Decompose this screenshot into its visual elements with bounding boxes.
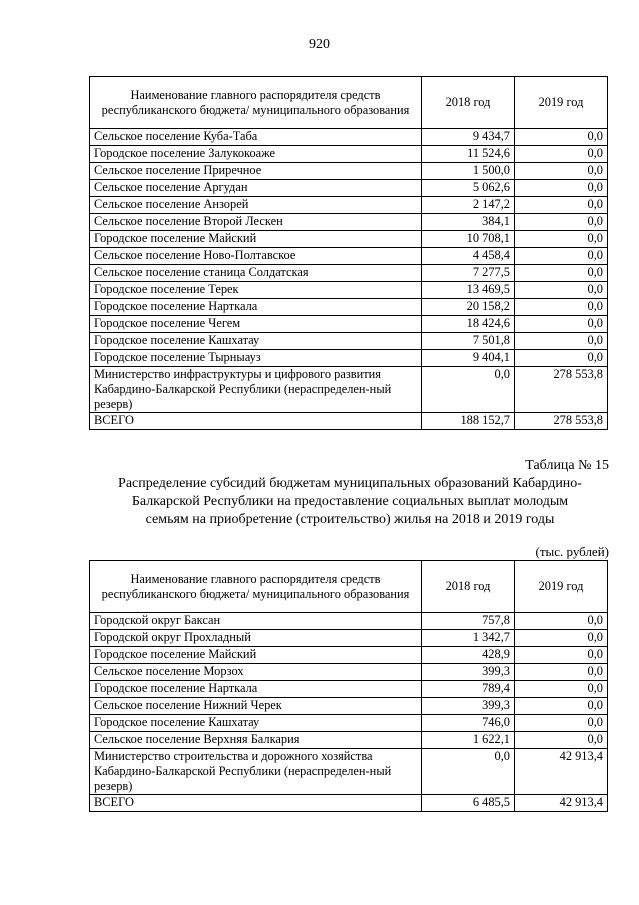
- cell-2018: 2 147,2: [422, 197, 515, 214]
- table-row: [90, 214, 608, 231]
- table-row: [90, 698, 608, 715]
- cell-2018: 757,8: [422, 613, 515, 630]
- table-number-label: Таблица № 15: [525, 458, 609, 473]
- cell-2018: 1 500,0: [422, 163, 515, 180]
- table-row: [90, 630, 608, 647]
- cell-2018: 746,0: [422, 715, 515, 732]
- table-row: [90, 681, 608, 698]
- subsidy-table-1: [89, 76, 608, 430]
- cell-name: ВСЕГО: [90, 413, 422, 430]
- cell-2019: 0,0: [515, 248, 608, 265]
- cell-name: Городское поселение Тырныауз: [90, 350, 422, 367]
- cell-name: Сельское поселение станица Солдатская: [90, 265, 422, 282]
- cell-2019: 0,0: [515, 282, 608, 299]
- table-row: [90, 146, 608, 163]
- table-row: [90, 129, 608, 146]
- table-row: [90, 647, 608, 664]
- table-row: [90, 367, 608, 413]
- table-row: [90, 613, 608, 630]
- cell-2019: 42 913,4: [515, 749, 608, 795]
- cell-2019: 0,0: [515, 715, 608, 732]
- cell-2019: 0,0: [515, 350, 608, 367]
- cell-2019: 278 553,8: [515, 367, 608, 413]
- column-header-2019: 2019 год: [515, 77, 608, 129]
- cell-name: Сельское поселение Анзорей: [90, 197, 422, 214]
- cell-name: Сельское поселение Ново-Полтавское: [90, 248, 422, 265]
- column-header-2018: 2018 год: [422, 77, 515, 129]
- cell-name: Министерство инфраструктуры и цифрового развития Кабардино-Балкарской Республики (нераспределен-ный резерв): [90, 367, 422, 413]
- cell-name: Городское поселение Майский: [90, 231, 422, 248]
- cell-name: Городское поселение Нарткала: [90, 299, 422, 316]
- units-label: (тыс. рублей): [535, 544, 609, 559]
- cell-name: Сельское поселение Приречное: [90, 163, 422, 180]
- table-row: [90, 749, 608, 795]
- cell-2018: 9 434,7: [422, 129, 515, 146]
- cell-name: Сельское поселение Куба-Таба: [90, 129, 422, 146]
- cell-2018: 13 469,5: [422, 282, 515, 299]
- cell-2019: 42 913,4: [515, 795, 608, 812]
- cell-2019: 0,0: [515, 613, 608, 630]
- cell-2018: 7 277,5: [422, 265, 515, 282]
- table-row: [90, 197, 608, 214]
- cell-name: Сельское поселение Морзох: [90, 664, 422, 681]
- cell-name: Сельское поселение Верхняя Балкария: [90, 732, 422, 749]
- cell-2018: 11 524,6: [422, 146, 515, 163]
- cell-2018: 188 152,7: [422, 413, 515, 430]
- cell-2018: 0,0: [422, 367, 515, 413]
- cell-2019: 0,0: [515, 180, 608, 197]
- cell-2018: 789,4: [422, 681, 515, 698]
- cell-2019: 0,0: [515, 647, 608, 664]
- cell-name: Городское поселение Терек: [90, 282, 422, 299]
- cell-2019: 0,0: [515, 146, 608, 163]
- cell-2019: 0,0: [515, 231, 608, 248]
- table-row: [90, 732, 608, 749]
- cell-2019: 0,0: [515, 316, 608, 333]
- cell-name: Городское поселение Майский: [90, 647, 422, 664]
- cell-2019: 0,0: [515, 664, 608, 681]
- table-caption: Распределение субсидий бюджетам муниципальных образований Кабардино-Балкарской Республики на предоставление социальных выплат молодым семьям на приобретение (строительство) жилья на 2018 и 2019 годы: [118, 476, 582, 527]
- cell-name: Министерство строительства и дорожного хозяйства Кабардино-Балкарской Республики (нераспределен-ный резерв): [90, 749, 422, 795]
- cell-2019: 0,0: [515, 265, 608, 282]
- cell-2019: 0,0: [515, 333, 608, 350]
- cell-2018: 384,1: [422, 214, 515, 231]
- cell-2019: 0,0: [515, 129, 608, 146]
- cell-2018: 399,3: [422, 698, 515, 715]
- table-row: [90, 350, 608, 367]
- cell-name: Сельское поселение Аргудан: [90, 180, 422, 197]
- cell-2019: 0,0: [515, 681, 608, 698]
- column-header-name: Наименование главного распорядителя средств республиканского бюджета/ муниципального образования: [90, 561, 422, 613]
- cell-name: Городское поселение Кашхатау: [90, 333, 422, 350]
- cell-2018: 399,3: [422, 664, 515, 681]
- table-row: [90, 316, 608, 333]
- table-row: [90, 795, 608, 812]
- cell-2019: 0,0: [515, 299, 608, 316]
- table-row: [90, 299, 608, 316]
- cell-2018: 1 342,7: [422, 630, 515, 647]
- cell-2018: 9 404,1: [422, 350, 515, 367]
- cell-name: Городское поселение Кашхатау: [90, 715, 422, 732]
- cell-name: Городское поселение Нарткала: [90, 681, 422, 698]
- subsidy-table-2: [89, 560, 608, 812]
- table-2-body: [90, 613, 608, 812]
- cell-2018: 0,0: [422, 749, 515, 795]
- cell-name: Городской округ Баксан: [90, 613, 422, 630]
- cell-2019: 0,0: [515, 197, 608, 214]
- cell-2018: 18 424,6: [422, 316, 515, 333]
- column-header-name: Наименование главного распорядителя средств республиканского бюджета/ муниципального образования: [90, 77, 422, 129]
- cell-name: ВСЕГО: [90, 795, 422, 812]
- cell-name: Сельское поселение Второй Лескен: [90, 214, 422, 231]
- cell-2018: 10 708,1: [422, 231, 515, 248]
- cell-2019: 0,0: [515, 163, 608, 180]
- cell-2018: 4 458,4: [422, 248, 515, 265]
- column-header-2019: 2019 год: [515, 561, 608, 613]
- cell-name: Городское поселение Залукокоаже: [90, 146, 422, 163]
- cell-2019: 278 553,8: [515, 413, 608, 430]
- cell-2019: 0,0: [515, 630, 608, 647]
- table-row: [90, 163, 608, 180]
- table-row: [90, 248, 608, 265]
- cell-2018: 7 501,8: [422, 333, 515, 350]
- table-row: [90, 231, 608, 248]
- cell-2019: 0,0: [515, 214, 608, 231]
- table-row: [90, 664, 608, 681]
- cell-2018: 5 062,6: [422, 180, 515, 197]
- table-row: [90, 265, 608, 282]
- cell-2018: 428,9: [422, 647, 515, 664]
- column-header-2018: 2018 год: [422, 561, 515, 613]
- table-row: [90, 715, 608, 732]
- table-row: [90, 333, 608, 350]
- cell-name: Сельское поселение Нижний Черек: [90, 698, 422, 715]
- cell-2019: 0,0: [515, 698, 608, 715]
- page-number: 920: [309, 37, 330, 52]
- cell-2018: 20 158,2: [422, 299, 515, 316]
- table-row: [90, 180, 608, 197]
- table-row: [90, 282, 608, 299]
- table-1-body: [90, 129, 608, 430]
- cell-name: Городской округ Прохладный: [90, 630, 422, 647]
- cell-2018: 1 622,1: [422, 732, 515, 749]
- cell-2019: 0,0: [515, 732, 608, 749]
- table-row: [90, 413, 608, 430]
- cell-name: Городское поселение Чегем: [90, 316, 422, 333]
- cell-2018: 6 485,5: [422, 795, 515, 812]
